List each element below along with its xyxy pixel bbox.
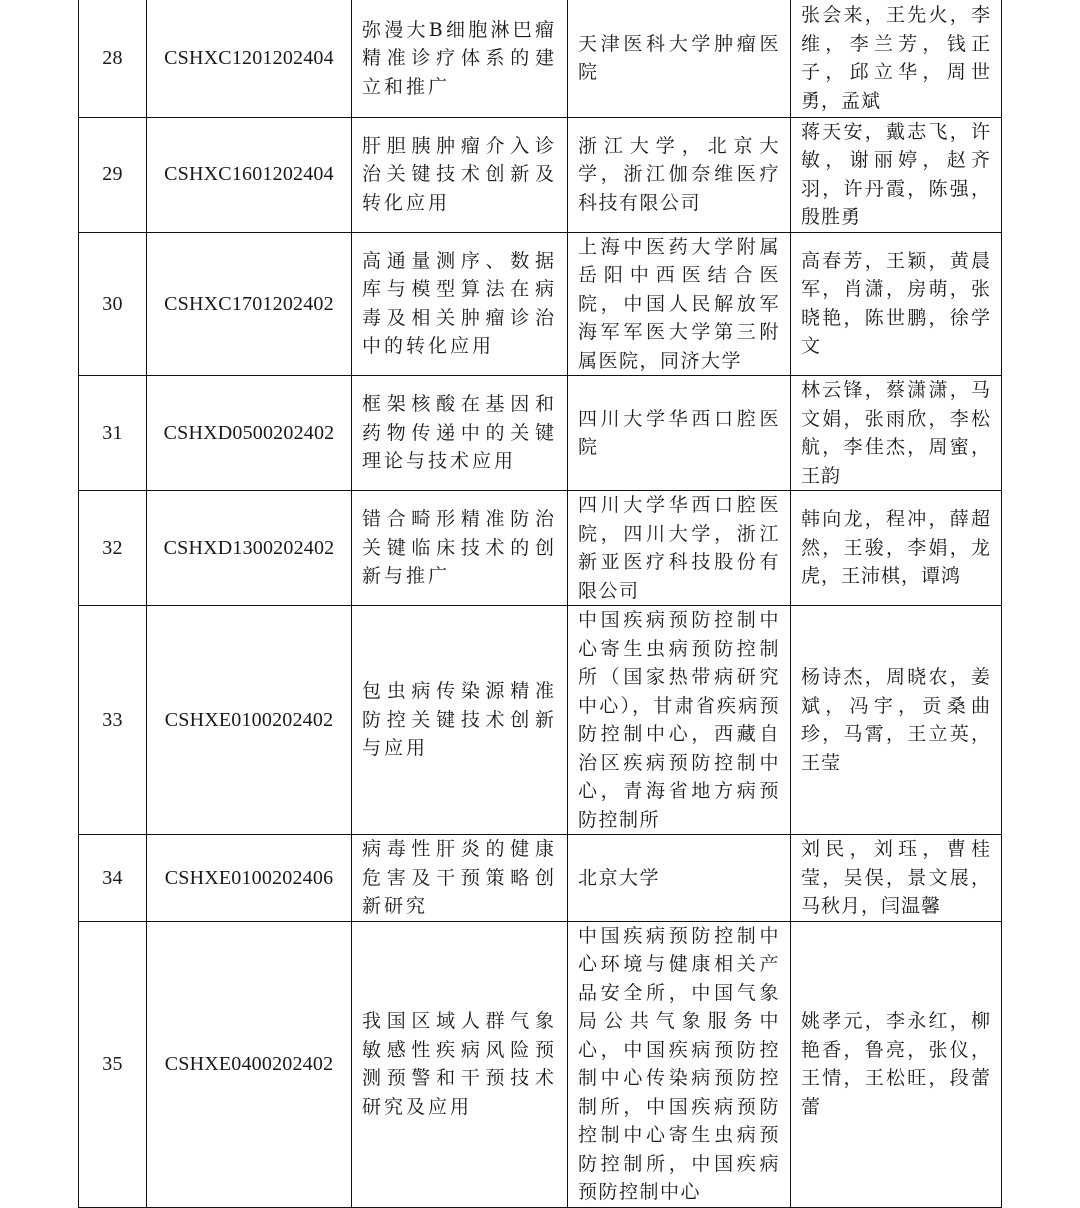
completing-people: 蒋天安，戴志飞，许敏，谢丽婷，赵齐羽，许丹霞，陈强，殷胜勇: [791, 117, 1002, 232]
row-number: 32: [79, 491, 147, 606]
completing-people: 杨诗杰，周晓农，姜斌，冯宇，贡桑曲珍，马霄，王立英，王莹: [791, 606, 1002, 835]
row-number: 35: [79, 921, 147, 1207]
table-row: [79, 835, 1002, 922]
project-name: 肝胆胰肿瘤介入诊治关键技术创新及转化应用: [352, 117, 568, 232]
project-name: 错合畸形精准防治关键临床技术的创新与推广: [352, 491, 568, 606]
table-row: [79, 117, 1002, 232]
project-name: 包虫病传染源精准防控关键技术创新与应用: [352, 606, 568, 835]
completing-people: 姚孝元，李永红，柳艳香，鲁亮，张仪，王情，王松旺，段蕾蕾: [791, 921, 1002, 1207]
completing-units: 四川大学华西口腔医院，四川大学，浙江新亚医疗科技股份有限公司: [568, 491, 791, 606]
project-name: 我国区域人群气象敏感性疾病风险预测预警和干预技术研究及应用: [352, 921, 568, 1207]
completing-units: 北京大学: [568, 835, 791, 922]
project-code: CSHXC1201202404: [147, 0, 352, 117]
project-name: 弥漫大B细胞淋巴瘤精准诊疗体系的建立和推广: [352, 0, 568, 117]
award-table-container: [78, 0, 1001, 1208]
row-number: 34: [79, 835, 147, 922]
completing-units: 四川大学华西口腔医院: [568, 376, 791, 491]
project-name: 框架核酸在基因和药物传递中的关键理论与技术应用: [352, 376, 568, 491]
row-number: 28: [79, 0, 147, 117]
table-row: [79, 921, 1002, 1207]
project-code: CSHXE0100202406: [147, 835, 352, 922]
project-code: CSHXD0500202402: [147, 376, 352, 491]
project-code: CSHXE0100202402: [147, 606, 352, 835]
completing-people: 韩向龙，程冲，薛超然，王骏，李娟，龙虎，王沛棋，谭鸿: [791, 491, 1002, 606]
table-row: [79, 606, 1002, 835]
table-row: [79, 376, 1002, 491]
completing-people: 刘民，刘珏，曹桂莹，吴俣，景文展，马秋月，闫温馨: [791, 835, 1002, 922]
row-number: 31: [79, 376, 147, 491]
table-row: [79, 491, 1002, 606]
project-code: CSHXD1300202402: [147, 491, 352, 606]
project-code: CSHXC1701202402: [147, 232, 352, 376]
table-row: [79, 0, 1002, 117]
completing-units: 中国疾病预防控制中心寄生虫病预防控制所（国家热带病研究中心），甘肃省疾病预防控制中心，西藏自治区疾病预防控制中心，青海省地方病预防控制所: [568, 606, 791, 835]
row-number: 29: [79, 117, 147, 232]
completing-people: 张会来，王先火，李维，李兰芳，钱正子，邱立华，周世勇，孟斌: [791, 0, 1002, 117]
project-name: 高通量测序、数据库与模型算法在病毒及相关肿瘤诊治中的转化应用: [352, 232, 568, 376]
project-code: CSHXC1601202404: [147, 117, 352, 232]
completing-units: 天津医科大学肿瘤医院: [568, 0, 791, 117]
row-number: 30: [79, 232, 147, 376]
table-row: [79, 232, 1002, 376]
award-table: [78, 0, 1002, 1208]
row-number: 33: [79, 606, 147, 835]
completing-units: 上海中医药大学附属岳阳中西医结合医院，中国人民解放军海军军医大学第三附属医院，同济大学: [568, 232, 791, 376]
project-code: CSHXE0400202402: [147, 921, 352, 1207]
completing-people: 高春芳，王颖，黄晨军，肖潇，房萌，张晓艳，陈世鹏，徐学文: [791, 232, 1002, 376]
completing-people: 林云锋，蔡潇潇，马文娟，张雨欣，李松航，李佳杰，周蜜，王韵: [791, 376, 1002, 491]
completing-units: 中国疾病预防控制中心环境与健康相关产品安全所，中国气象局公共气象服务中心，中国疾病预防控制中心传染病预防控制所，中国疾病预防控制中心寄生虫病预防控制所，中国疾病预防控制中心: [568, 921, 791, 1207]
completing-units: 浙江大学，北京大学，浙江伽奈维医疗科技有限公司: [568, 117, 791, 232]
project-name: 病毒性肝炎的健康危害及干预策略创新研究: [352, 835, 568, 922]
